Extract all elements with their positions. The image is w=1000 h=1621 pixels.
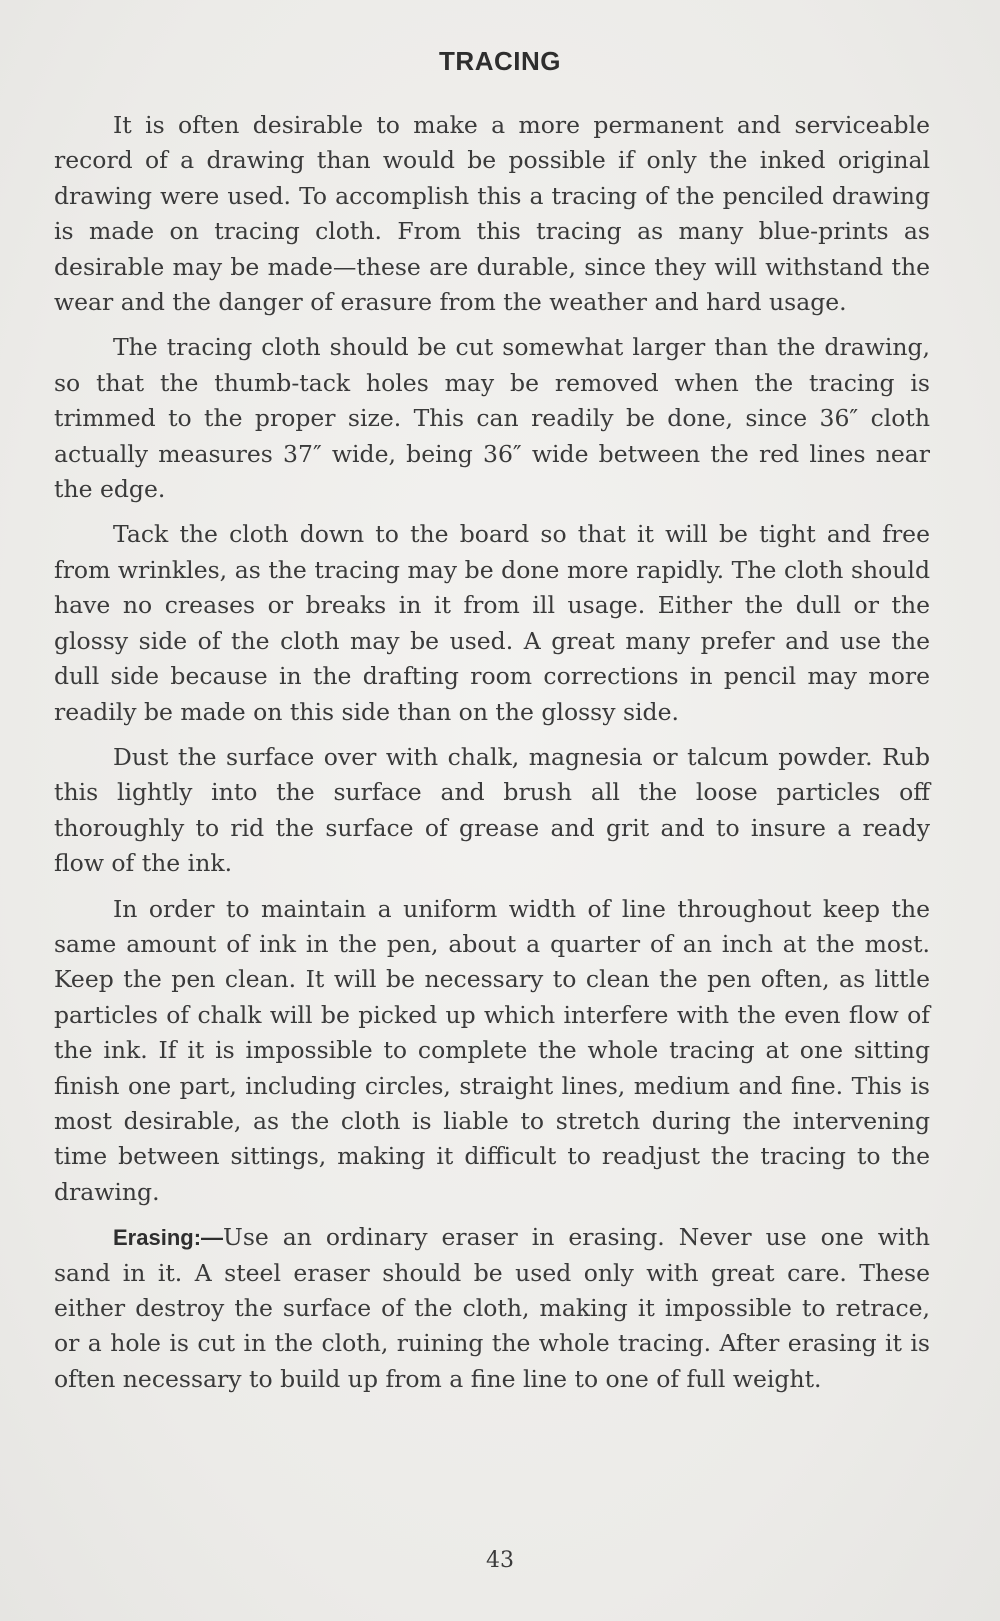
body-text (54, 108, 930, 1407)
paragraph-erasing (54, 1220, 930, 1397)
page-title: TRACING (439, 46, 561, 76)
paragraph-line-width: In order to maintain a uniform width of line throughout keep the same amount of ink in the pen, about a quarter of an inch at the most. Keep the pen clean. It will be necessary to clean the pen often, as little particles of chalk will be picked up which interfere with the even flow of the ink. If it is impossible to complete the whole tracing at one sitting finish one part, including circles, straight lines, medium and fine. This is most desirable, as the cloth is liable to stretch during the intervening time between sittings, making it difficult to readjust the tracing to the drawing. (54, 894, 930, 1206)
erasing-heading: Erasing:— (113, 1225, 224, 1251)
paragraph-intro: It is often desirable to make a more permanent and serviceable record of a drawing than would be possible if only the inked original drawing were used. To accomplish this a tracing of the penciled drawing is made on tracing cloth. From this tracing as many blue-prints as desirable may be made—these are durable, since they will withstand the wear and the danger of erasure from the weather and hard usage. (54, 111, 930, 317)
paragraph-cloth-size: The tracing cloth should be cut somewhat larger than the drawing, so that the thumb-tack holes may be removed when the tracing is trimmed to the proper size. This can readily be done, since 36″ cloth actually measures 37″ wide, being 36″ wide between the red lines near the edge. (54, 333, 930, 504)
paragraph-dusting: Dust the surface over with chalk, magnesia or talcum powder. Rub this lightly into the surface and brush all the loose particles off thoroughly to rid the surface of grease and grit and to insure a ready flow of the ink. (54, 742, 930, 878)
erasing-text: Use an ordinary eraser in erasing. Never use one with sand in it. A steel eraser should be used only with great care. These either destroy the surface of the cloth, making it impossible to retrace, or a hole is cut in the cloth, ruining the whole tracing. After erasing it is often necessary to build up from a fine line to one of full weight. (54, 1223, 930, 1393)
paragraph-tacking: Tack the cloth down to the board so that it will be tight and free from wrinkles, as the tracing may be done more rapidly. The cloth should have no creases or breaks in it from ill usage. Either the dull or the glossy side of the cloth may be used. A great many prefer and use the dull side because in the drafting room corrections in pencil may more readily be made on this side than on the glossy side. (54, 520, 930, 726)
page-number: 43 (486, 1548, 514, 1573)
